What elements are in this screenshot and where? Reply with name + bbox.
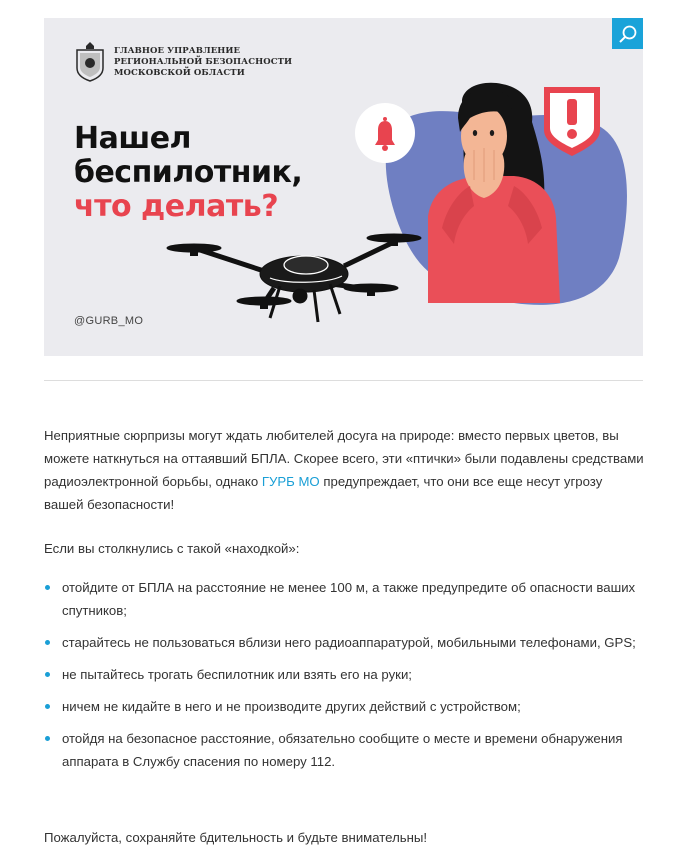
intro-paragraph [44,424,644,516]
headline-line: Нашел [74,121,192,156]
gurb-mo-link[interactable]: ГУРБ МО [261,474,320,489]
headline-accent-line: что делать? [74,189,279,224]
list-item: отойдите от БПЛА на расстояние не менее 100 м, а также предупредите об опасности ваших спутников; [44,576,644,622]
safety-rules-list [44,576,644,773]
search-icon [618,24,638,44]
intro-text: Неприятные сюрпризы могут ждать любителей досуга на природе: вместо первых цветов, вы можете наткнуться на оттаявший БПЛА. Скорее всего, эти «птички» были подавлены средствами радиоэлектронной борьбы, однако [44,428,644,489]
list-item: ничем не кидайте в него и не производите других действий с устройством; [44,695,644,718]
organization-logo [74,42,292,82]
drone-illustration [167,234,421,322]
list-item: отойдя на безопасное расстояние, обязательно сообщите о месте и времени обнаружения аппарата в Службу спасения по номеру 112. [44,727,644,773]
list-item: не пытайтесь трогать беспилотник или взять его на руки; [44,663,644,686]
zoom-image-button[interactable] [612,18,643,49]
social-handle: @GURB_MO [74,315,144,327]
bell-bubble-icon [355,103,415,163]
headline-line: беспилотник, [74,155,303,190]
org-name-line: ГЛАВНОЕ УПРАВЛЕНИЕ [114,45,241,56]
coat-of-arms-icon [74,42,106,82]
list-item: старайтесь не пользоваться вблизи него радиоаппаратурой, мобильными телефонами, GPS; [44,631,644,654]
section-divider [44,380,643,381]
org-name-line: РЕГИОНАЛЬНОЙ БЕЗОПАСНОСТИ [114,56,293,67]
intro-text-continued: предупреждает, что они все еще несут угрозу вашей безопасности! [44,474,603,512]
article-body [44,424,644,782]
closing-paragraph: Пожалуйста, сохраняйте бдительность и будьте внимательны! [44,830,428,845]
banner-headline [74,122,302,224]
list-intro-paragraph: Если вы столкнулись с такой «находкой»: [44,541,300,556]
org-name-line: МОСКОВСКОЙ ОБЛАСТИ [114,67,245,78]
article-banner-image [44,18,643,356]
